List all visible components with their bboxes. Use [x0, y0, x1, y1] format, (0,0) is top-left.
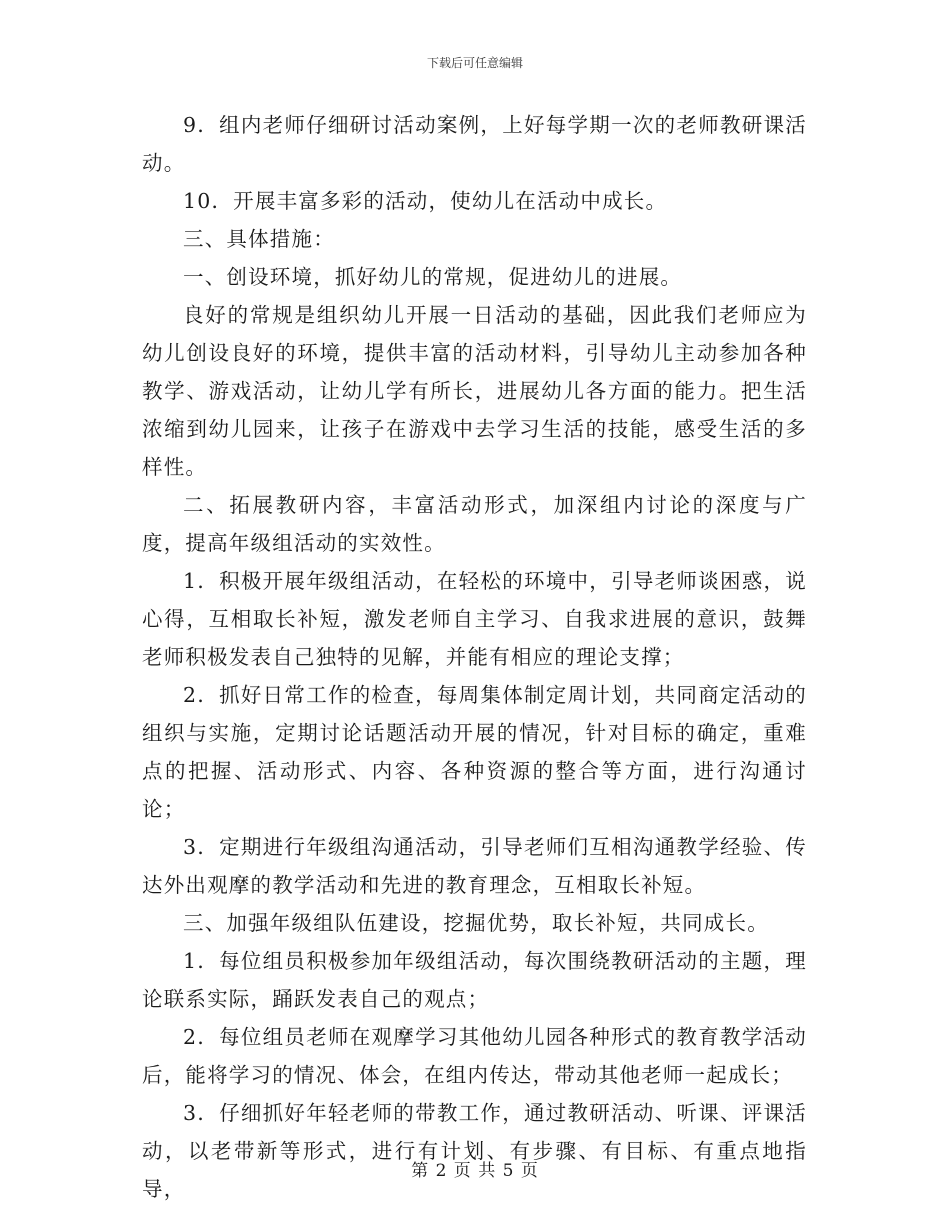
section-heading: 三、具体措施：: [183, 227, 335, 251]
section-heading: 三、加强年级组队伍建设，挖掘优势，取长补短，共同成长。: [183, 911, 769, 935]
section-heading: 二、拓展教研内容，丰富活动形式，加深组内讨论的深度与广度，提高年级组活动的实效性。: [142, 493, 807, 555]
paragraph: 3．定期进行年级组沟通活动，引导老师们互相沟通教学经验、传达外出观摩的教学活动和先进的教育理念，互相取长补短。: [142, 835, 807, 897]
page-label-mid1: 页: [453, 1161, 472, 1181]
page-header: 下载后可任意编辑: [426, 56, 523, 70]
paragraph: 1．积极开展年级组活动，在轻松的环境中，引导老师谈困惑，说心得，互相取长补短，激发老师自主学习、自我求进展的意识，鼓舞老师积极发表自己独特的见解，并能有相应的理论支撑；: [142, 569, 807, 669]
page-label-prefix: 第: [411, 1161, 430, 1181]
paragraph: 2．每位组员老师在观摩学习其他幼儿园各种形式的教育教学活动后，能将学习的情况、体会，在组内传达，带动其他老师一起成长；: [142, 1025, 807, 1087]
current-page-number: 2: [435, 1161, 448, 1181]
page-footer: [0, 1156, 950, 1181]
section-heading: 一、创设环境，抓好幼儿的常规，促进幼儿的进展。: [183, 265, 683, 289]
paragraph: 9．组内老师仔细研讨活动案例，上好每学期一次的老师教研课活动。: [142, 113, 807, 175]
paragraph: 2．抓好日常工作的检查，每周集体制定周计划，共同商定活动的组织与实施，定期讨论话题活动开展的情况，针对目标的确定，重难点的把握、活动形式、内容、各种资源的整合等方面，进行沟通讨论；: [142, 683, 807, 821]
paragraph: 3．仔细抓好年轻老师的带教工作，通过教研活动、听课、评课活动，以老带新等形式，进行有计划、有步骤、有目标、有重点地指导，: [142, 1101, 807, 1201]
paragraph: 1．每位组员积极参加年级组活动，每次围绕教研活动的主题，理论联系实际，踊跃发表自己的观点；: [142, 949, 807, 1011]
document-body: [142, 106, 807, 1208]
total-pages-number: 5: [502, 1161, 515, 1181]
paragraph: 良好的常规是组织幼儿开展一日活动的基础，因此我们老师应为幼儿创设良好的环境，提供丰富的活动材料，引导幼儿主动参加各种教学、游戏活动，让幼儿学有所长，进展幼儿各方面的能力。把生活浓缩到幼儿园来，让孩子在游戏中去学习生活的技能，感受生活的多样性。: [142, 303, 807, 479]
page-label-mid2: 共: [478, 1161, 497, 1181]
page-label-suffix: 页: [520, 1161, 539, 1181]
paragraph: 10．开展丰富多彩的活动，使幼儿在活动中成长。: [183, 189, 668, 213]
